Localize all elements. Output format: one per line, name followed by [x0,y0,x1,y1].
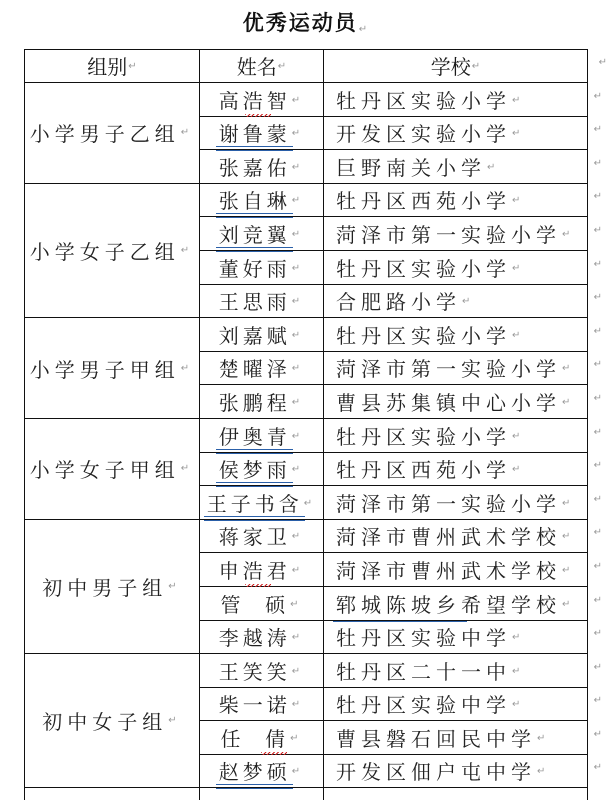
paragraph-mark-icon: ↵ [562,396,576,408]
table-row [200,184,607,217]
row-end-mark-icon: ↵ [593,560,607,572]
paragraph-mark-icon: ↵ [180,362,195,374]
row-end-mark-icon: ↵ [593,628,607,640]
table-row [200,384,607,418]
school-name: 巨野南关小学 [336,155,486,180]
athlete-name-cell [200,621,324,654]
table-row [200,552,607,586]
paragraph-mark-icon: ↵ [303,497,317,509]
athlete-name: 刘嘉赋 [218,323,291,348]
paragraph-mark-icon: ↵ [180,244,195,256]
athlete-name: 管 硕 [220,592,290,617]
row-end-mark-icon: ↵ [598,57,607,68]
row-end-mark-icon: ↵ [593,493,607,505]
paragraph-mark-icon: ↵ [487,161,501,173]
school-cell [324,385,607,418]
athlete-name-cell [200,352,324,385]
group-name: 小学女子甲组 [29,458,180,483]
athlete-name: 赵梦硕 [219,757,291,787]
paragraph-mark-icon: ↵ [471,61,481,72]
paragraph-mark-icon: ↵ [291,766,305,778]
paragraph-mark-icon: ↵ [291,161,305,173]
school-name: 曹县磐石回民中学 [336,726,536,751]
athlete-name-cell [200,788,324,800]
athlete-name: 蒋家卫 [218,525,291,550]
paragraph-mark-icon: ↵ [291,531,305,543]
paragraph-mark-icon: ↵ [291,564,305,576]
school-name: 曹县苏集镇中心小学 [336,390,561,415]
paragraph-mark-icon: ↵ [291,665,305,677]
school-cell [324,285,607,318]
paragraph-mark-icon: ↵ [512,699,526,711]
row-end-mark-icon: ↵ [593,728,607,740]
school-cell [324,755,607,788]
school-cell [324,621,607,654]
athlete-name-cell [200,318,324,351]
table-group [25,520,607,654]
row-end-mark-icon: ↵ [593,292,607,304]
table-row [200,687,607,721]
paragraph-mark-icon: ↵ [291,94,305,106]
athlete-name: 李越涛 [218,626,291,651]
row-end-mark-icon: ↵ [593,460,607,472]
school-name: 菏泽市第一实验小学 [336,222,561,247]
athlete-name-cell [200,217,324,250]
athlete-name: 谢鲁蒙 [219,119,291,149]
group-name: 小学男子甲组 [29,357,180,382]
table-row [200,116,607,150]
row-end-mark-icon: ↵ [593,258,607,270]
school-cell [324,419,607,452]
athlete-name-cell [200,587,324,620]
paragraph-mark-icon: ↵ [290,732,303,744]
paragraph-mark-icon: ↵ [168,715,182,727]
paragraph-mark-icon: ↵ [291,262,305,274]
athlete-name: 高浩智 [219,86,291,116]
school-cell [324,654,607,687]
athlete-name-cell [200,83,324,116]
paragraph-mark-icon: ↵ [512,464,526,476]
school-name: 牡丹区实验小学 [336,256,511,281]
paragraph-mark-icon: ↵ [291,430,305,442]
paragraph-mark-icon: ↵ [512,632,526,644]
paragraph-mark-icon: ↵ [290,598,303,610]
paragraph-mark-icon: ↵ [291,329,305,341]
paragraph-mark-icon: ↵ [537,732,551,744]
table-row [200,351,607,385]
table-row [200,318,607,351]
paragraph-mark-icon: ↵ [512,195,526,207]
row-end-mark-icon: ↵ [593,594,607,606]
group-name-cell [25,83,200,183]
school-cell [324,251,607,284]
row-end-mark-icon: ↵ [593,695,607,707]
paragraph-mark-icon: ↵ [168,580,182,592]
paragraph-mark-icon: ↵ [462,296,476,308]
row-end-mark-icon: ↵ [593,224,607,236]
school-name: 菏泽市第一实验小学 [336,357,561,382]
table-group [25,419,607,520]
row-end-mark-icon: ↵ [593,426,607,438]
table-group [25,318,607,419]
row-end-mark-icon: ↵ [593,124,607,136]
school-cell [324,83,607,116]
athlete-name: 柴一诺 [218,693,291,718]
row-end-mark-icon: ↵ [593,392,607,404]
table-row [200,586,607,620]
school-name: 菏泽市第一实验小学 [336,491,561,516]
paragraph-mark-icon: ↵ [291,128,305,140]
school-name: 牡丹区实验中学 [336,693,511,718]
athlete-name: 楚曜泽 [218,357,291,382]
athlete-name: 刘竞翼 [219,220,291,250]
school-name: 牡丹区二十一中 [336,659,511,684]
paragraph-mark-icon: ↵ [277,61,287,72]
school-cell [324,553,607,586]
paragraph-mark-icon: ↵ [537,766,551,778]
paragraph-mark-icon: ↵ [291,195,305,207]
group-name-cell [25,419,200,519]
paragraph-mark-icon: ↵ [562,363,576,375]
school-name: 菏泽市曹州武术学校 [336,558,561,583]
school-name: 合肥路小学 [336,290,461,315]
school-cell [324,721,607,754]
table-row [200,452,607,486]
paragraph-mark-icon: ↵ [358,24,370,35]
athlete-name: 任 倩 [220,724,289,754]
school-cell [324,587,607,620]
athlete-name-cell [200,251,324,284]
table-row [200,419,607,452]
school-cell [324,117,607,150]
athlete-name: 申浩君 [219,556,291,586]
paragraph-mark-icon: ↵ [291,699,305,711]
school-name: 牡丹区实验中学 [336,626,511,651]
school-cell [324,217,607,250]
athlete-name: 张嘉佑 [218,155,291,180]
school-cell [324,788,587,800]
table-row [200,485,607,519]
school-cell [324,520,607,553]
paragraph-mark-icon: ↵ [291,228,305,240]
paragraph-mark-icon: ↵ [512,665,526,677]
row-end-mark-icon: ↵ [593,191,607,203]
group-name-cell [25,788,200,800]
paragraph-mark-icon: ↵ [562,228,576,240]
athlete-name-cell [200,553,324,586]
table-row [200,284,607,318]
group-name: 小学男子乙组 [29,122,180,147]
paragraph-mark-icon: ↵ [562,598,576,610]
athlete-name-cell [200,453,324,486]
athlete-name-cell [200,184,324,217]
athlete-name-cell [200,755,324,788]
athlete-name: 张自琳 [219,186,291,216]
paragraph-mark-icon: ↵ [291,363,305,375]
school-name: 牡丹区西苑小学 [336,458,511,483]
row-end-mark-icon: ↵ [593,90,607,102]
school-name: 开发区实验小学 [336,122,511,147]
table-row [200,216,607,250]
row-end-mark-icon: ↵ [593,762,607,774]
group-name: 初中男子组 [42,575,168,600]
school-name: 牡丹区西苑小学 [336,189,511,214]
school-cell [324,486,607,519]
school-cell [324,688,607,721]
table-row [200,620,607,654]
table-row [200,754,607,788]
paragraph-mark-icon: ↵ [512,262,526,274]
athlete-name-cell [200,419,324,452]
paragraph-mark-icon: ↵ [291,396,305,408]
paragraph-mark-icon: ↵ [512,94,526,106]
paragraph-mark-icon: ↵ [291,464,305,476]
table-group [25,654,607,788]
paragraph-mark-icon: ↵ [512,430,526,442]
table-row [200,654,607,687]
school-cell [324,352,607,385]
header-name: 姓名 ↵ [200,50,324,82]
school-name: 牡丹区实验小学 [336,424,511,449]
athlete-name-cell [200,117,324,150]
table-row [200,720,607,754]
school-name: 开发区佃户屯中学 [336,760,536,785]
document-title [0,8,612,38]
paragraph-mark-icon: ↵ [512,128,526,140]
athlete-name: 王笑笑 [218,659,291,684]
row-end-mark-icon: ↵ [593,359,607,371]
school-cell [324,150,607,183]
athlete-name-cell [200,285,324,318]
table-row [200,83,607,116]
athlete-name: 王思雨 [218,290,291,315]
table-row-partial [25,788,587,800]
school-cell [324,318,607,351]
athlete-name-cell [200,688,324,721]
title-text: 优秀运动员 [242,10,358,35]
school-cell [324,184,607,217]
paragraph-mark-icon: ↵ [512,329,526,341]
table-row [200,250,607,284]
athlete-name: 侯梦雨 [219,455,291,485]
school-cell [324,453,607,486]
paragraph-mark-icon: ↵ [128,61,137,72]
athlete-name: 张鹏程 [218,390,291,415]
athlete-name: 伊奥青 [219,422,291,452]
athlete-name-cell [200,721,324,754]
header-group: 组别 ↵ [25,50,200,82]
school-name: 牡丹区实验小学 [336,88,511,113]
group-name: 小学女子乙组 [29,239,180,264]
table-group [25,83,607,184]
group-name-cell [25,318,200,418]
athlete-name-cell [200,654,324,687]
school-name: 牡丹区实验小学 [336,323,511,348]
school-name: 郓城陈坡乡希望学校 [336,590,561,620]
athlete-name-cell [200,486,324,519]
athlete-name-cell [200,385,324,418]
paragraph-mark-icon: ↵ [291,296,305,308]
group-name-cell [25,184,200,317]
athlete-name: 王子书含 [207,489,303,519]
paragraph-mark-icon: ↵ [180,127,195,139]
group-name-cell [25,520,200,653]
row-end-mark-icon: ↵ [593,661,607,673]
row-end-mark-icon: ↵ [593,527,607,539]
header-school: 学校 ↵ ↵ [324,50,587,82]
paragraph-mark-icon: ↵ [562,531,576,543]
group-name: 初中女子组 [42,710,168,735]
athletes-table [24,49,607,800]
table-header-row [25,50,607,83]
paragraph-mark-icon: ↵ [291,632,305,644]
table-group [25,184,607,318]
paragraph-mark-icon: ↵ [562,497,576,509]
table-row [200,520,607,553]
group-name-cell [25,654,200,787]
school-name: 菏泽市曹州武术学校 [336,525,561,550]
athlete-name: 董好雨 [218,256,291,281]
athlete-name-cell [200,520,324,553]
paragraph-mark-icon: ↵ [180,463,195,475]
row-end-mark-icon: ↵ [593,325,607,337]
table-row [200,149,607,183]
row-end-mark-icon: ↵ [593,157,607,169]
paragraph-mark-icon: ↵ [562,564,576,576]
athlete-name-cell [200,150,324,183]
